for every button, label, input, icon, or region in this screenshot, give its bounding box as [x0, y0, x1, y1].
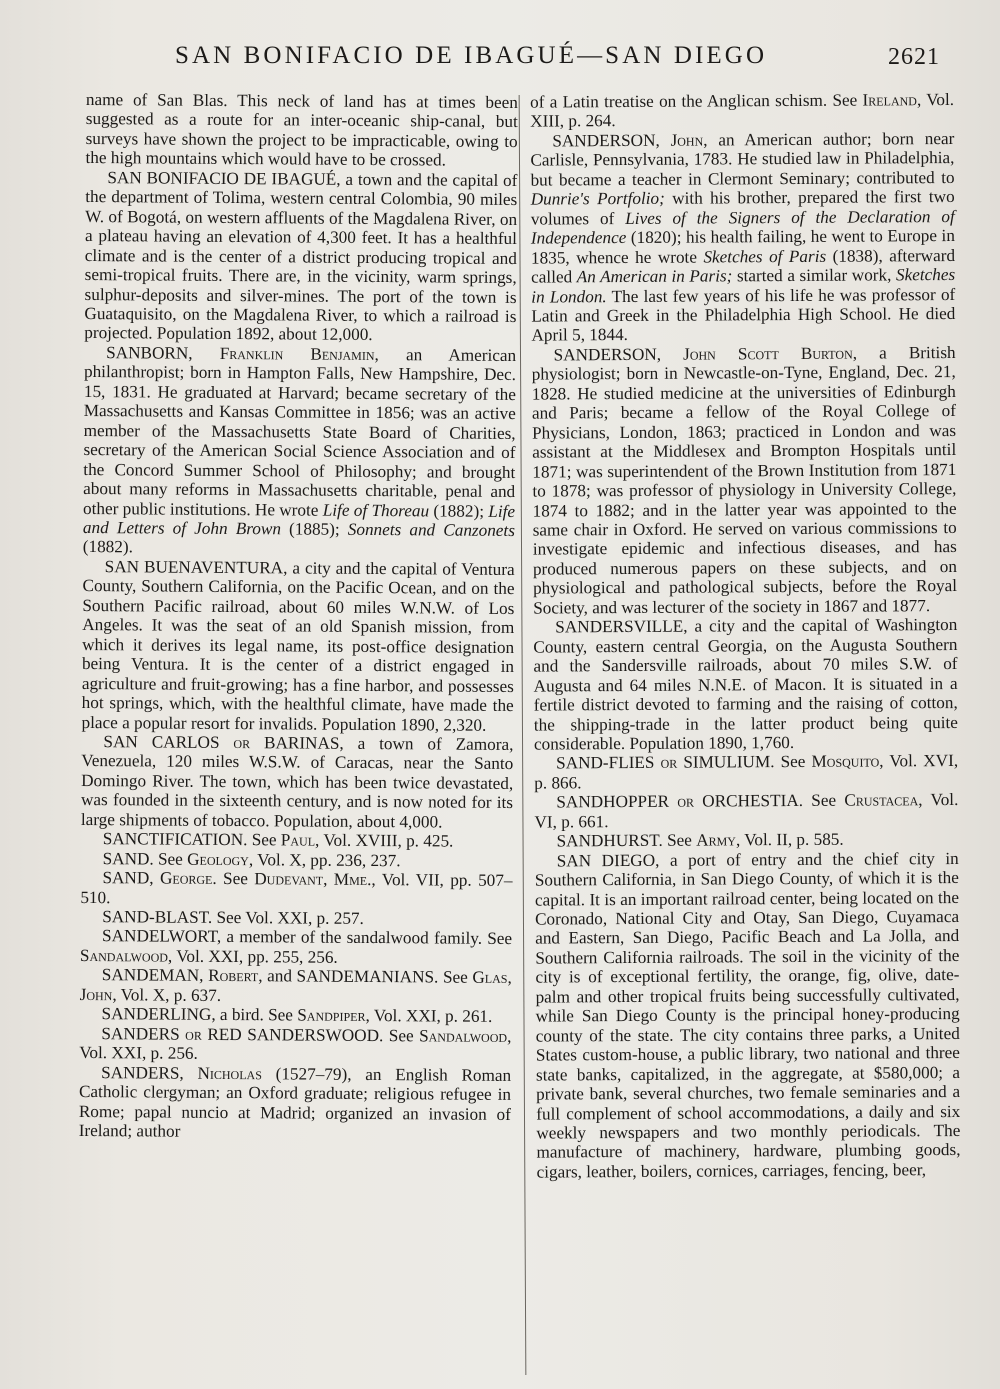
entry-sand-blast: SAND-BLAST. See Vol. XXI, p. 257. — [102, 907, 364, 928]
entry-sanderson-burton: SANDERSON, John Scott Burton, a British physiologist; born in Newcastle-on-Tyne, England, Dec. 21, 1828. He studied medicine at the universities of Edinburgh and Paris; became a fellow of the Royal College of Physicians, London, 1863; practiced in London and was assistant at the Middlesex and Brompton Hospitals until 1871; was superintendent of the Brown Institution from 1871 to 1878; was professor of physiology in University College, 1874 to 1882; and in the latter year was appointed to the same chair in Oxford. He served on various commissions to investigate epidemic and infectious diseases, and has produced numerous papers on these subjects, and on physiological and pathological subjects, before the Royal Society, and was lecturer of the society in 1867 and 1877. — [531, 342, 958, 618]
entry-sandeman: SANDEMAN, Robert, and SANDEMANIANS. See Glas, John, Vol. X, p. 637. — [79, 965, 512, 1005]
entry-sandersville: SANDERSVILLE, a city and the capital of Washington County, eastern central Georgia, on the Augusta Southern and the Sandersville railroads, about 70 miles S.W. of Augusta and 64 miles N.N.E. of Macon. It is situated in a fertile district devoted to farming and the raising of cotton, the shipping-trade in the latter product being quite considerable. Population 1890, 1,760. — [533, 615, 958, 754]
entry-sanders-continued: of a Latin treatise on the Anglican schism. See Ireland, Vol. XIII, p. 264. — [530, 90, 955, 132]
entry-san-diego: SAN DIEGO, a port of entry and the chief city in Southern California, in San Diego County, of which it is the capital. It is an important railroad center, being located on the Coronado, National City and Otay, San Diego, Cuyamaca and Eastern, San Diego, Pacific Beach and La Jolla, and Southern California railroads. The soil in the vicinity of the city is of exceptional fertility, the orange, fig, olive, date-palm and other tropical fruits being successfully cultivated, while San Diego County is the principal honey-producing county of the state. The city contains three parks, a United States custom-house, a public library, two national and three state banks, capitalized, in the aggregate, at $580,000; a private bank, several churches, two female seminaries and a full complement of school accommodations, a daily and six weekly newspapers and two monthly periodicals. The manufacture of machinery, hardware, plumbing goods, cigars, leather, boilers, cornices, carriages, fencing, beer, — [534, 848, 961, 1182]
entry-sand-george: SAND, George. See Dudevant, Mme., Vol. VII, pp. 507–510. — [80, 868, 513, 907]
page-number: 2621 — [888, 44, 940, 70]
left-column — [79, 90, 518, 1143]
column-divider — [519, 95, 527, 1375]
entry-sanderson-john: SANDERSON, John, an American author; born near Carlisle, Pennsylvania, 1783. He studied law in Philadelphia, but became a teacher in Clermont Seminary; contributed to Dunrie's Portfolio; with his brother, prepared the first two volumes of Lives of the Signers of the Declaration of Independence (1820); his health failing, he went to Europe in 1835, whence he wrote Sketches of Paris (1838), afterward called An American in Paris; started a similar work, Sketches in London. The last few years of his life he was professor of Latin and Greek in the Philadelphia High School. He died April 5, 1844. — [530, 128, 956, 346]
entry-san-bonifacio: SAN BONIFACIO DE IBAGUÉ, a town and the capital of the department of Tolima, western central Colombia, 90 miles W. of Bogotá, on western affluents of the Magdalena River, on a plateau having an elevation of 4,300 feet. It has a healthful climate and is the center of a district producing tropical and semi-tropical fruits. There are, in the vicinity, warm springs, sulphur-deposits and silver-mines. The port of the town is Guataquisito, on the Magdalena River, to which a railroad is projected. Population 1892, about 12,000. — [84, 167, 518, 345]
entry-sand-flies: SAND-FLIES or SIMULIUM. See Mosquito, Vol. XVI, p. 866. — [534, 751, 959, 793]
entry-san-buenaventura: SAN BUENAVENTURA, a city and the capital of Ventura County, Southern California, on the Pacific Ocean, and on the Southern Pacific railroad, about 60 miles W.N.W. of Los Angeles. It was the seat of an old Spanish mission, from which it derives its legal name, its post-office designation being Ventura. It is the center of a district engaged in agriculture and fruit-growing; has a fine harbor, and possesses hot springs, which, with the healthful climate, have made the place a popular resort for invalids. Population 1890, 2,320. — [81, 557, 515, 735]
entry-sanctification: SANCTIFICATION. See Paul, Vol. XVIII, p. 425. — [102, 829, 454, 851]
entry-san-blas-continued: name of San Blas. This neck of land has at times been suggested as a route for an inter-oceanic ship-canal, but surveys have shown the project to be impracticable, owing to the high mountains which would have to be crossed. — [85, 90, 518, 170]
entry-sandelwort: SANDELWORT, a member of the sandalwood family. See Sandalwood, Vol. XXI, pp. 255, 256. — [79, 926, 513, 967]
entry-sanderling: SANDERLING, a bird. See Sandpiper, Vol. XXI, p. 261. — [101, 1004, 493, 1027]
running-head: SAN BONIFACIO DE IBAGUÉ—SAN DIEGO — [175, 42, 768, 69]
entry-sandhopper: SANDHOPPER or ORCHESTIA. See Crustacea, Vol. VI, p. 661. — [534, 790, 959, 832]
entry-sand: SAND. See Geology, Vol. X, pp. 236, 237. — [102, 848, 401, 870]
entry-sanders-red-sanderswood: SANDERS or RED SANDERSWOOD. See Sandalwood, Vol. XXI, p. 256. — [79, 1023, 512, 1064]
entry-sandhurst: SANDHURST. See Army, Vol. II, p. 585. — [556, 829, 844, 851]
entry-san-carlos: SAN CARLOS or BARINAS, a town of Zamora, Venezuela, 120 miles W.S.W. of Caracas, near the Santo Domingo River. The town, which has been twice devastated, was founded in the sixteenth century, and is now noted for its large shipments of tobacco. Population, about 4,000. — [80, 732, 514, 832]
entry-sanders-nicholas: SANDERS, Nicholas (1527–79), an English Roman Catholic clergyman; an Oxford graduate; religious refugee in Rome; papal nuncio at Madrid; organized an invasion of Ireland; author — [78, 1062, 512, 1141]
entry-sanborn: SANBORN, Franklin Benjamin, an American philanthropist; born in Hampton Falls, New Hampshire, Dec. 15, 1831. He graduated at Harvard; became secretary of the Massachusetts and Kansas Committee in 1856; was an active member of the Massachusetts State Board of Charities, secretary of the American Social Science Association and of the Concord Summer School of Philosophy; and brought about many reforms in Massachusetts charitable, penal and other public institutions. He wrote Life of Thoreau (1882); Life and Letters of John Brown (1885); Sonnets and Canzonets (1882). — [82, 343, 517, 557]
right-column — [530, 90, 961, 1182]
